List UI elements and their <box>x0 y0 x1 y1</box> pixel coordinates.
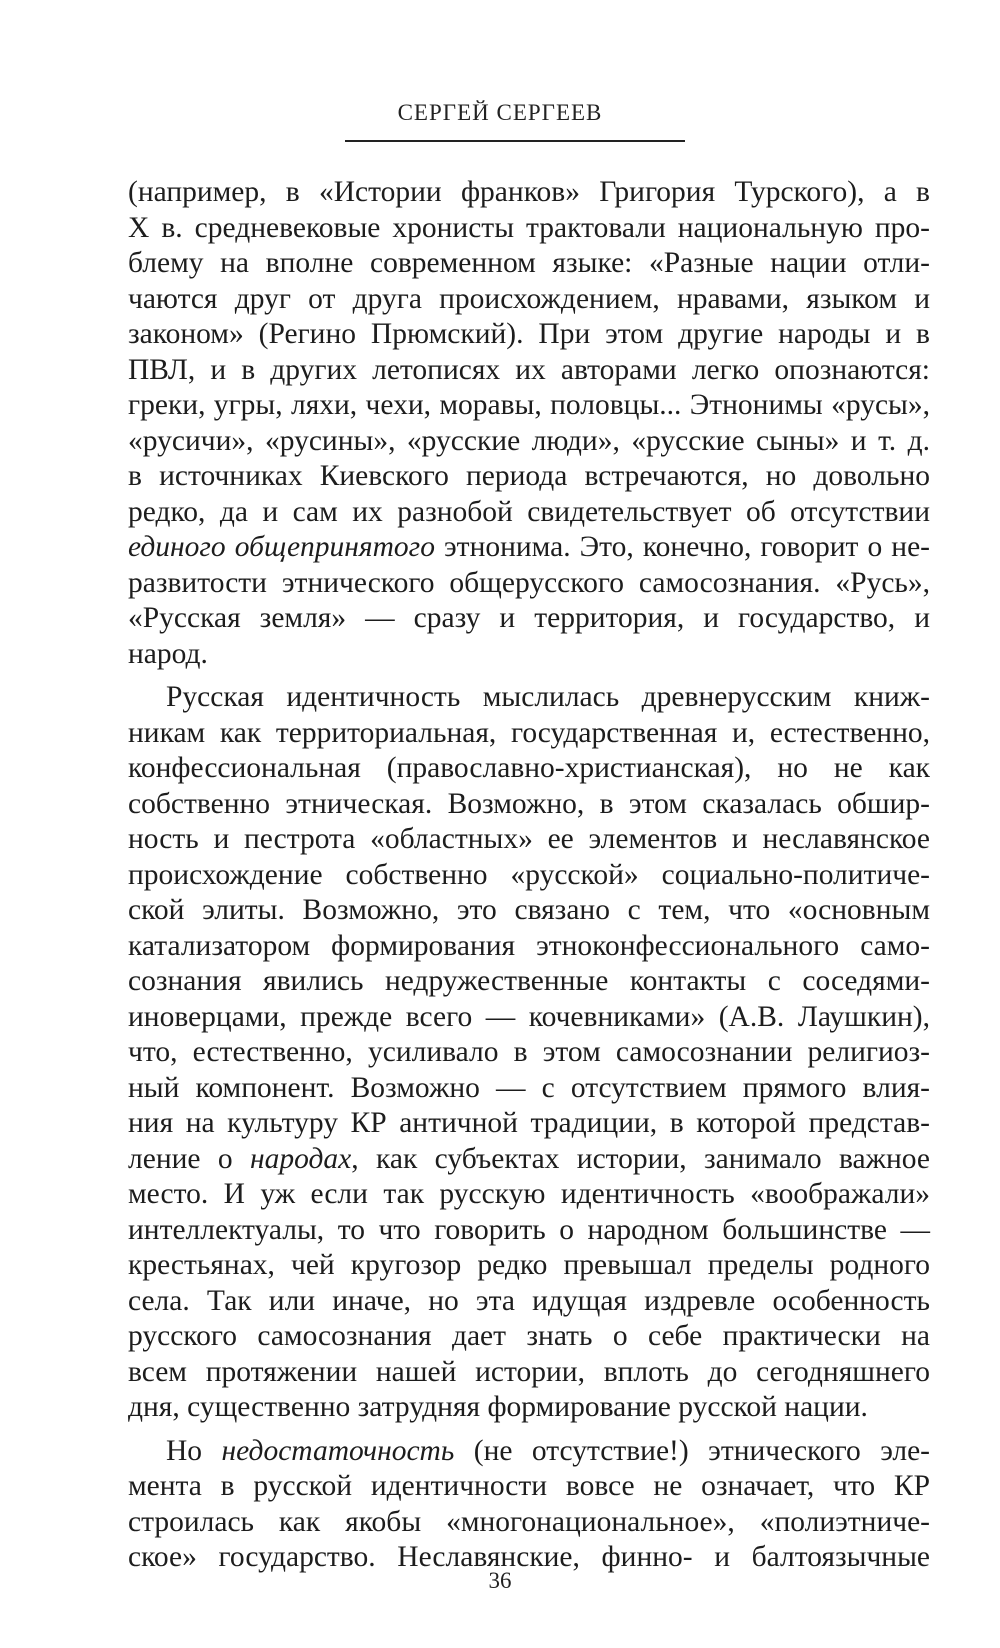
text-line: чаются друг от друга происхождением, нравами, языком и <box>128 282 930 315</box>
text-line <box>128 1434 930 1470</box>
italic-phrase: недостаточность <box>221 1434 455 1467</box>
text-line: никам как территориальная, государственная и, естественно, <box>128 716 930 749</box>
text-line: села. Так или иначе, но эта идущая издревле особенность <box>128 1284 930 1317</box>
paragraph <box>128 680 930 1426</box>
text-line: всем протяжении нашей истории, вплоть до сегодняшнего <box>128 1355 930 1388</box>
text-run: , как субъектах истории, занимало важное <box>351 1142 930 1175</box>
text-line: законом» (Регино Прюмский). При этом другие народы и в <box>128 318 930 350</box>
text-line: конфессиональная (православно-христианская), но не как <box>128 752 930 784</box>
paragraph <box>128 175 930 672</box>
text-line: ПВЛ, и в других летописях их авторами легко опознаются: <box>128 353 930 386</box>
paragraph <box>128 1434 930 1576</box>
text-line: происхождение собственно «русской» социально-политиче- <box>128 858 930 891</box>
text-line: ское» государство. Неславянские, финно- и балтоязычные <box>128 1541 930 1573</box>
text-line: ность и пестрота «областных» ее элементов и неславянское <box>128 823 930 855</box>
text-line <box>128 1142 930 1178</box>
italic-phrase: народах <box>249 1142 352 1175</box>
text-run: этнонима. Это, конечно, говорит о не- <box>434 531 930 563</box>
text-line: «русичи», «русины», «русские люди», «русские сыны» и т. д. <box>128 424 930 457</box>
text-line: катализатором формирования этноконфессионального само- <box>128 929 930 962</box>
italic-phrase: единого общепринятого <box>128 531 435 563</box>
text-line: сознания явились недружественные контакты с соседями- <box>128 965 930 997</box>
text-line: блему на вполне современном языке: «Разные нации отли- <box>128 247 930 279</box>
text-line: греки, угры, ляхи, чехи, моравы, половцы... Этнонимы «русы», <box>128 389 930 421</box>
text-line: в источниках Киевского периода встречаются, но довольно <box>128 460 930 492</box>
text-line: собственно этническая. Возможно, в этом сказалась обшир- <box>128 787 930 820</box>
text-run: Но <box>166 1434 222 1467</box>
text-line: ния на культуру КР античной традиции, в которой представ- <box>128 1107 930 1139</box>
text-run: (не отсутствие!) этнического эле- <box>454 1434 930 1467</box>
running-head: СЕРГЕЙ СЕРГЕЕВ <box>397 100 603 125</box>
text-line: что, естественно, усиливало в этом самосознании религиоз- <box>128 1036 930 1068</box>
text-line: ской элиты. Возможно, это связано с тем, что «основным <box>128 894 930 926</box>
text-line: русского самосознания дает знать о себе практически на <box>128 1320 930 1352</box>
text-line: X в. средневековые хронисты трактовали национальную про- <box>128 211 930 244</box>
text-line: народ. <box>128 637 208 670</box>
text-line: мента в русской идентичности вовсе не означает, что КР <box>128 1470 930 1502</box>
text-line: дня, существенно затрудняя формирование русской нации. <box>128 1391 868 1423</box>
text-line: «Русская земля» — сразу и территория, и государство, и <box>128 602 930 634</box>
text-run: ление о <box>128 1142 250 1175</box>
text-line: редко, да и сам их разнобой свидетельствует об отсутствии <box>128 495 930 528</box>
text-line: иноверцами, прежде всего — кочевниками» (А.В. Лаушкин), <box>128 1000 930 1033</box>
page-text <box>128 175 930 1576</box>
text-line: (например, в «Истории франков» Григория Турского), а в <box>128 176 930 208</box>
header-rule <box>345 140 685 142</box>
text-line: строилась как якобы «многонациональное», «полиэтниче- <box>128 1505 930 1538</box>
page-number: 36 <box>488 1568 512 1593</box>
text-line: место. И уж если так русскую идентичность «воображали» <box>128 1178 930 1210</box>
text-line: развитости этнического общерусского самосознания. «Русь», <box>128 566 930 599</box>
text-line: крестьянах, чей кругозор редко превышал пределы родного <box>128 1249 930 1281</box>
text-line: ный компонент. Возможно — с отсутствием прямого влия- <box>128 1071 930 1104</box>
text-line: интеллектуалы, то что говорить о народном большинстве — <box>128 1213 930 1246</box>
text-line: Русская идентичность мыслилась древнерусским книж- <box>166 681 930 713</box>
text-line <box>128 530 930 566</box>
